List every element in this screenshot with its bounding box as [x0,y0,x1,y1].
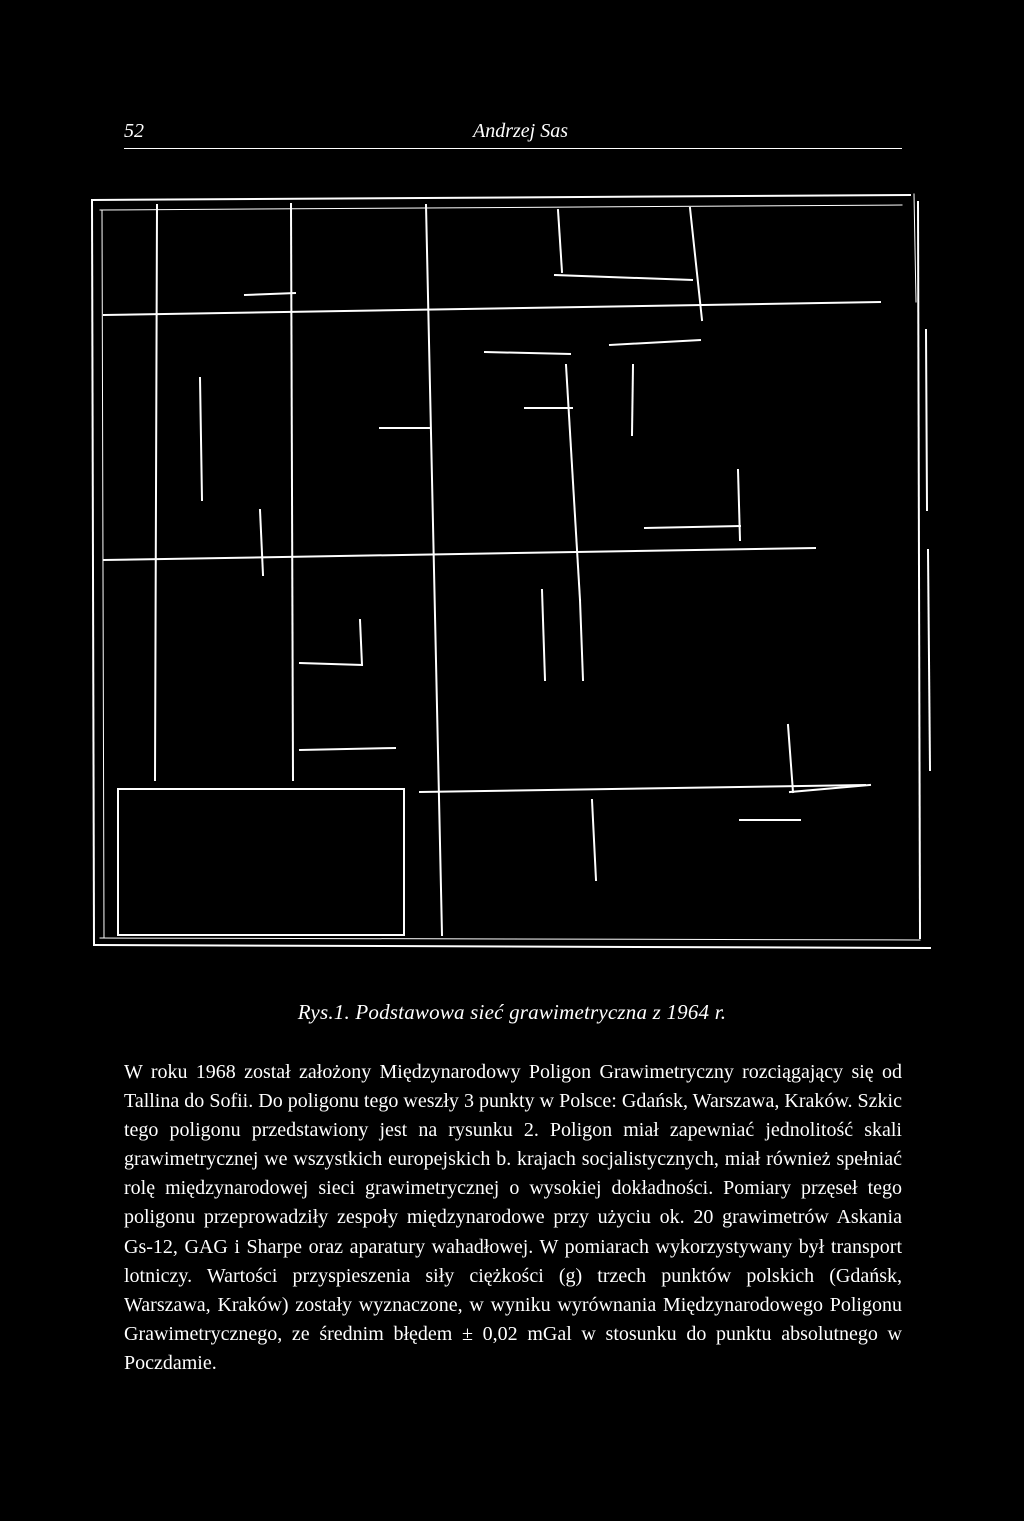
traverse-vertical-13 [260,510,263,575]
frame-top-inner-line [100,205,902,210]
traverse-vertical-8 [632,365,633,435]
frame-left-inner-line [102,210,104,938]
lower-left-rectangle [118,789,404,935]
traverse-horizontal-2 [104,548,815,560]
gravimetric-network-figure [80,180,950,960]
traverse-vertical-11 [592,800,596,880]
traverse-vertical-12 [200,378,202,500]
figure-caption: Rys.1. Podstawowa sieć grawimetryczna z 1964 r. [297,1000,727,1024]
segment-1 [245,293,295,295]
segment-7 [645,526,740,528]
segment-2 [555,275,692,280]
frame-bottom-inner-line [100,938,920,940]
traverse-vertical-3 [426,205,442,935]
segment-4 [610,340,700,345]
traverse-vertical-9 [738,470,740,540]
frame-right-line [918,202,920,938]
traverse-vertical-4a [558,210,562,272]
frame-left-line [92,200,94,945]
segment-9 [300,748,395,750]
traverse-vertical-5 [690,208,702,320]
traverse-vertical-7 [580,600,583,680]
traverse-vertical-2 [291,204,293,780]
traverse-vertical-10 [788,725,793,792]
segment-8 [300,663,362,665]
traverse-vertical-14 [360,620,362,665]
traverse-vertical-6 [542,590,545,680]
frame-right-marks-mid [926,330,927,510]
frame-top-line [92,195,910,200]
traverse-vertical-1 [155,205,157,780]
frame-right-marks-top [914,194,916,302]
page-number: 52 [124,120,144,142]
running-header [124,116,902,149]
body-paragraph: W roku 1968 został założony Międzynarodowy Poligon Grawimetryczny rozciągający się od Tallina do Sofii. Do poligonu tego weszły 3 punkty w Polsce: Gdańsk, Warszawa, Kraków. Szkic tego poligonu przedstawiony jest na rysunku 2. Poligon miał zapewniać jednolitość skali grawimetrycznej we wszystkich europejskich b. krajach socjalistycznych, miał również spełniać rolę międzynarodowej sieci grawimetrycznej o wysokiej dokładności. Pomiary przęseł tego poligonu przeprowadziły zespoły międzynarodowe przy użyciu ok. 20 grawimetrów Askania Gs-12, GAG i Sharpe oraz aparatury wahadłowej. W pomiarach wykorzystywany był transport lotniczy. Wartości przyspieszenia siły ciężkości (g) trzech punktów polskich (Gdańsk, Warszawa, Kraków) zostały wyznaczone, w wyniku wyrównania Międzynarodowego Poligonu Grawimetrycznego, ze średnim błędem ± 0,02 mGal w stosunku do punktu absolutnego w Poczdamie. [124,1061,902,1374]
segment-3 [485,352,570,354]
frame-right-marks-low [928,550,930,770]
traverse-vertical-4b [566,365,580,600]
gravimetric-network-diagram [80,180,950,960]
running-header-author: Andrzej Sas [473,120,568,142]
traverse-horizontal-1 [104,302,880,315]
frame-bottom-line [94,945,930,948]
